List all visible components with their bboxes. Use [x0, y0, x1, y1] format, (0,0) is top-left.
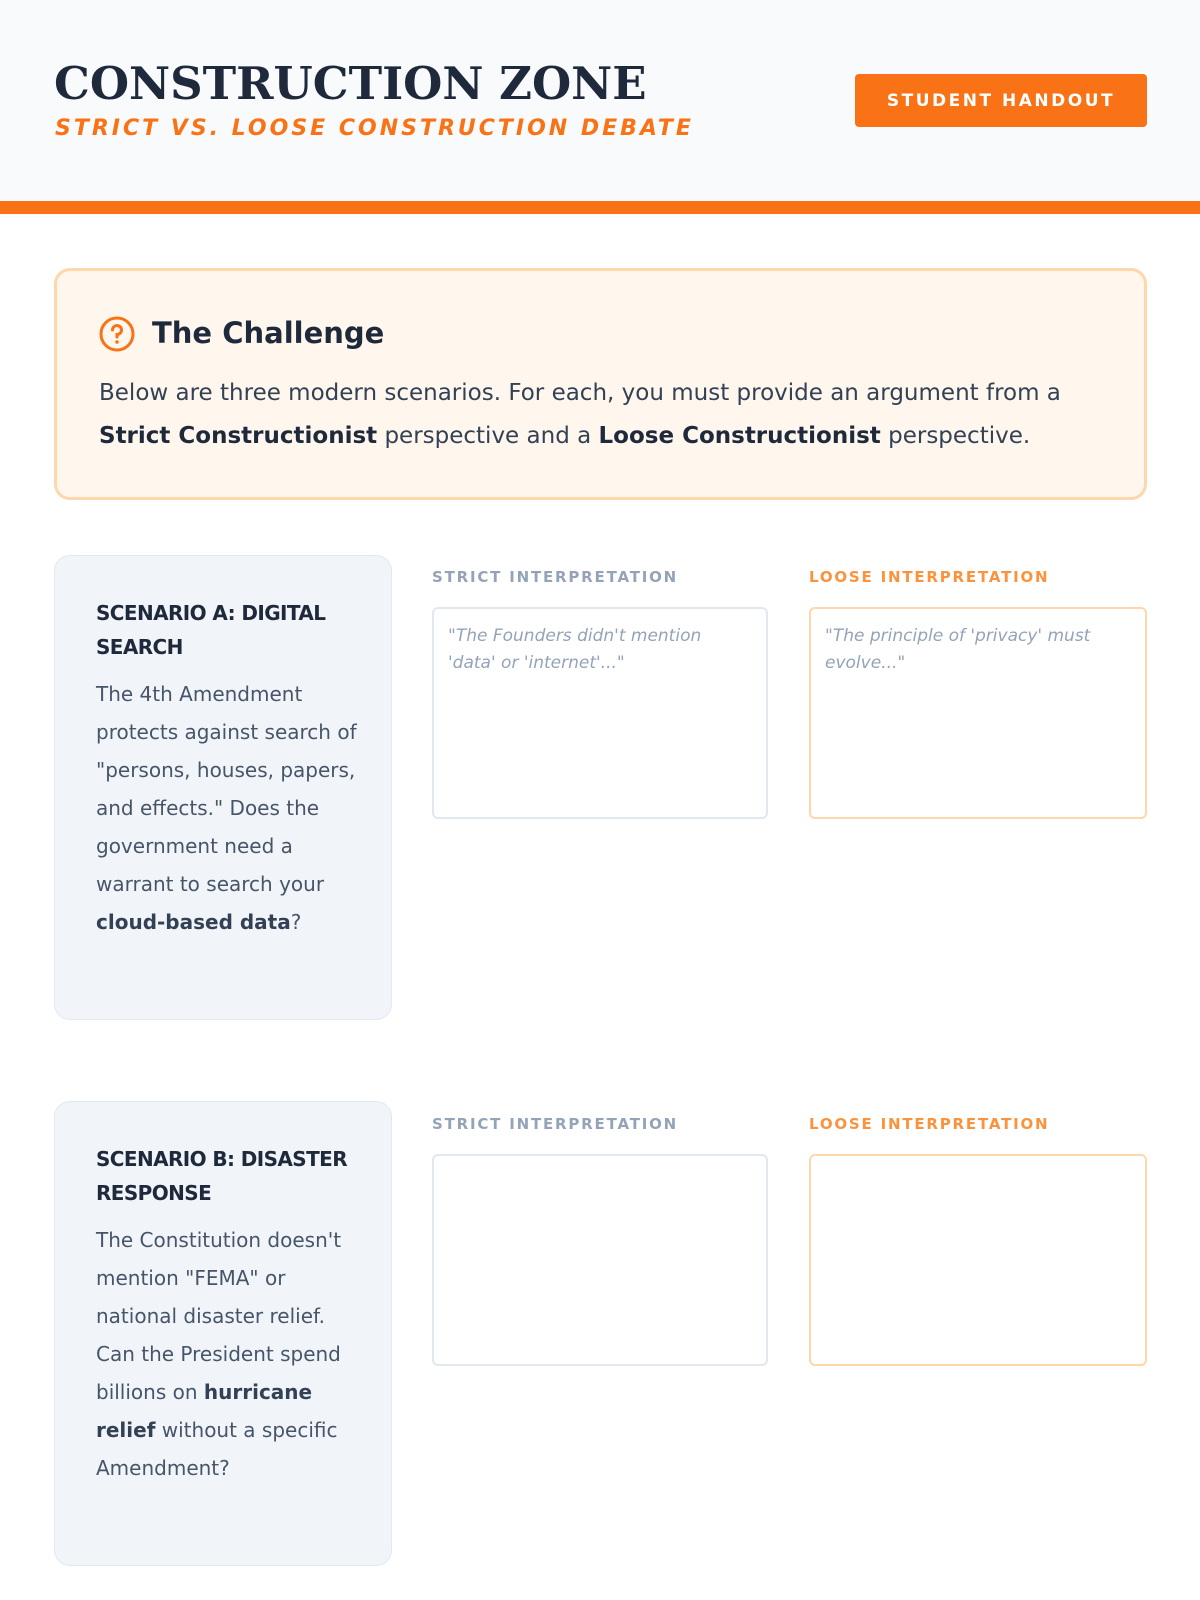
- scenario-text-part: The 4th Amendment protects against search of "persons, houses, papers, and effects." Does the government need a warrant to search your: [96, 682, 357, 896]
- page-subtitle: STRICT VS. LOOSE CONSTRUCTION DEBATE: [55, 116, 694, 141]
- loose-answer-box-a[interactable]: "The principle of 'privacy' must evolve...": [809, 607, 1147, 819]
- scenario-text-part: ?: [290, 910, 302, 934]
- loose-answer-box-b[interactable]: [809, 1154, 1147, 1366]
- student-handout-button[interactable]: STUDENT HANDOUT: [855, 74, 1147, 127]
- page-header: [0, 0, 1200, 201]
- challenge-title: The Challenge: [152, 316, 385, 350]
- challenge-box: [54, 268, 1147, 500]
- strict-answer-box-b[interactable]: [432, 1154, 768, 1366]
- scenario-card-a: [54, 555, 392, 1020]
- strict-term: Strict Constructionist: [99, 423, 378, 449]
- scenario-text-part: without a specific Amendment?: [96, 1418, 338, 1480]
- challenge-text: [99, 372, 1109, 458]
- scenario-keyword: hurricane relief: [96, 1380, 313, 1442]
- page-title: CONSTRUCTION ZONE: [54, 57, 647, 110]
- challenge-text-part: perspective.: [880, 423, 1031, 449]
- challenge-text-part: perspective and a: [377, 423, 599, 449]
- scenario-card-b: [54, 1101, 392, 1566]
- scenario-keyword: cloud-based data: [96, 910, 291, 934]
- scenario-title: SCENARIO B: DISASTER RESPONSE: [96, 1147, 348, 1205]
- scenario-text: [96, 1221, 366, 1487]
- strict-answer-box-a[interactable]: "The Founders didn't mention 'data' or 'internet'...": [432, 607, 768, 819]
- scenario-text: [96, 675, 366, 941]
- question-circle-icon: [99, 316, 135, 352]
- loose-term: Loose Constructionist: [598, 423, 881, 449]
- header-divider: [0, 201, 1200, 214]
- scenario-title: SCENARIO A: DIGITAL SEARCH: [96, 601, 326, 659]
- strict-column-label: STRICT INTERPRETATION: [432, 568, 679, 586]
- loose-column-label: LOOSE INTERPRETATION: [809, 568, 1050, 586]
- loose-column-label: LOOSE INTERPRETATION: [809, 1115, 1050, 1133]
- scenario-text-part: The Constitution doesn't mention "FEMA" or national disaster relief. Can the President spend billions on: [96, 1228, 342, 1404]
- strict-column-label: STRICT INTERPRETATION: [432, 1115, 679, 1133]
- challenge-text-part: Below are three modern scenarios. For each, you must provide an argument from a: [99, 380, 1061, 406]
